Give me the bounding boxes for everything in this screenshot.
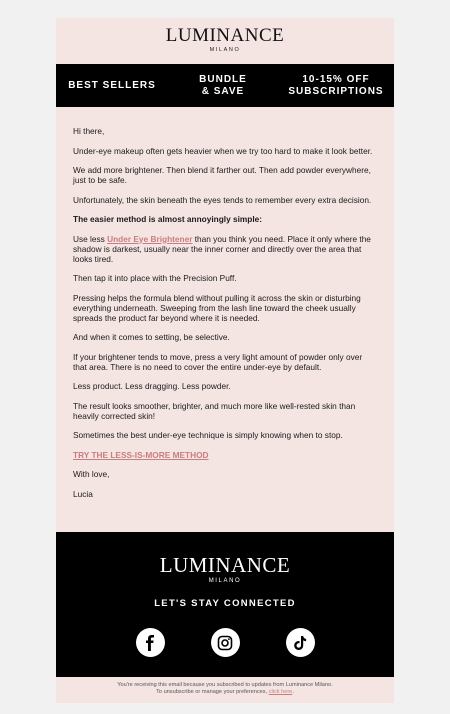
footer-brand-sub: MILANO (208, 578, 242, 584)
stay-connected-heading: LET'S STAY CONNECTED (154, 598, 296, 609)
body-paragraph: Unfortunately, the skin beneath the eyes tends to remember every extra decision. (73, 194, 372, 205)
nav-bundle-save[interactable] (168, 64, 278, 107)
unsubscribe-link[interactable]: click here (268, 689, 293, 695)
social-links (56, 628, 394, 657)
brand-logo[interactable]: LUMINANCE (165, 25, 285, 46)
body-paragraph: We add more brightener. Then blend it farther out. Then add powder everywhere, just to be safe. (73, 165, 371, 185)
signoff: With love, (73, 469, 110, 479)
under-eye-brightener-link[interactable]: Under Eye Brightener (107, 233, 193, 244)
nav-bundle-save-label: BUNDLE & SAVE (199, 73, 247, 97)
body-paragraph: Then tap it into place with the Precision Puff. (73, 273, 237, 283)
email-footer (56, 532, 394, 677)
brand-logo-sub: MILANO (209, 47, 241, 53)
body-paragraph: Less product. Less dragging. Less powder. (73, 381, 231, 391)
body-paragraph: Use less Under Eye Brightener than you think you need. Place it only where the shadow is darkest, usually near the inner corner and directly over the area that looks tired. (73, 233, 371, 264)
body-paragraph: If your brightener tends to move, press a very light amount of powder only over that area. There is no need to cover the entire under-eye by default. (73, 351, 363, 372)
nav-subscriptions[interactable] (278, 64, 394, 107)
email-body (56, 107, 394, 532)
fine-print-line: To unsubscribe or manage your preferences, click here. (156, 689, 294, 695)
body-paragraph: Pressing helps the formula blend without pulling it across the skin or disturbing everything underneath. Sweeping from the lash line toward the cheek usually spreads the product far beyond where it is needed. (73, 292, 361, 323)
body-paragraph: Sometimes the best under-eye technique is simply knowing when to stop. (73, 430, 343, 440)
email-header (56, 18, 394, 64)
nav-subscriptions-label: 10-15% OFF SUBSCRIPTIONS (288, 73, 384, 97)
body-paragraph: And when it comes to setting, be selective. (73, 332, 230, 342)
fine-print (56, 677, 394, 703)
body-heading: The easier method is almost annoyingly simple: (73, 214, 263, 224)
body-paragraph: The result looks smoother, brighter, and much more like well-rested skin than heavily corrected skin! (73, 400, 356, 421)
body-paragraph: Under-eye makeup often gets heavier when we try too hard to make it look better. (73, 145, 373, 156)
signature: Lucia (73, 488, 93, 499)
tiktok-icon[interactable] (286, 628, 315, 657)
facebook-icon[interactable] (136, 628, 165, 657)
nav-bar (56, 64, 394, 107)
greeting: Hi there, (73, 126, 105, 136)
footer-brand-logo[interactable]: LUMINANCE (159, 553, 291, 577)
nav-best-sellers[interactable] (56, 64, 168, 107)
email-container (56, 18, 394, 703)
fine-print-line: You're receiving this email because you subscribed to updates from Luminance Milano. (117, 682, 333, 688)
cta-link[interactable]: TRY THE LESS-IS-MORE METHOD (73, 449, 209, 460)
instagram-icon[interactable] (211, 628, 240, 657)
nav-best-sellers-label: BEST SELLERS (68, 79, 156, 91)
